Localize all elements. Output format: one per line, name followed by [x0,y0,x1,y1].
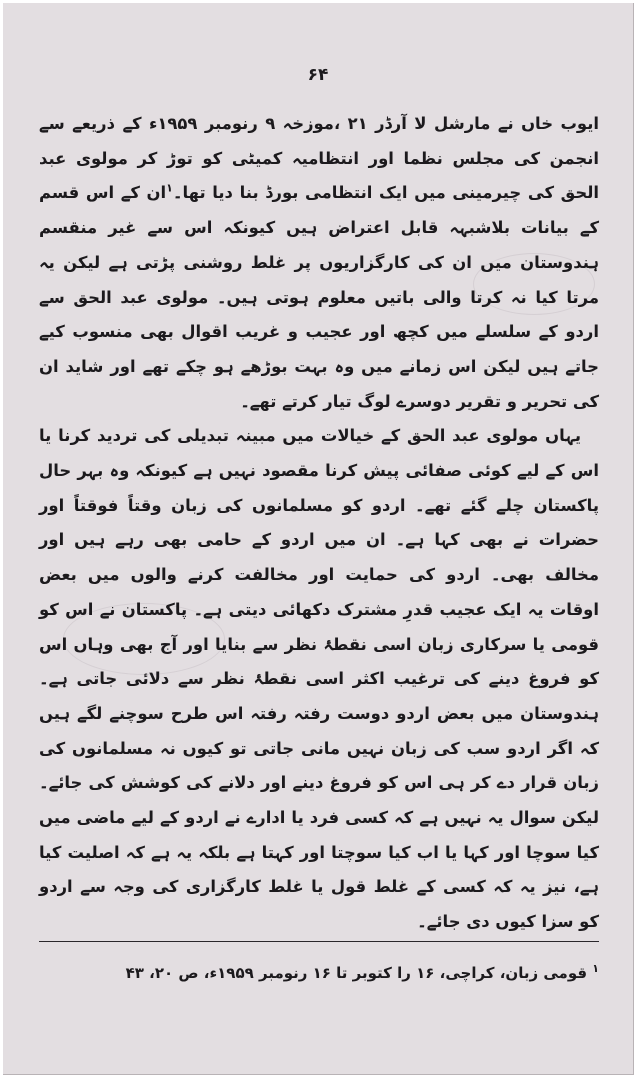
paragraph-text: ایوب خاں نے مارشل لا آرڈر ۲۱ ،موزخہ ۹ رنومبر ۱۹۵۹ء کے ذریعے سے انجمن کی مجلس نظما اور انتظامیہ کمیٹی کو توڑ کر مولوی عبد الحق کی چیرمینی میں ایک انتظامی بورڈ بنا دیا تھا۔ [39,114,599,203]
book-page [3,3,634,1075]
footnote-reference: ۱ [166,181,173,195]
main-text [39,107,599,940]
page-number: ۶۴ [307,65,329,85]
footnote [39,959,599,987]
footnote-text: قومی زبان، کراچی، ۱۶ را کتوبر تا ۱۶ رنومبر ۱۹۵۹ء، ص ۲۰، ۴۳ [125,964,588,982]
paragraph: یہاں مولوی عبد الحق کے خیالات میں مبینہ تبدیلی کی تردید کرنا یا اس کے لیے کوئی صفائی پیش کرنا مقصود نہیں ہے کیونکہ وہ بہر حال پاکستان چلے گئے تھے۔ اردو کو مسلمانوں کی زبان وقتاً فوقتاً اور حضرات نے بھی کہا ہے۔ ان میں اردو کے حامی بھی رہے ہیں اور مخالف بھی۔ اردو کی حمایت اور مخالفت کرنے والوں میں بعض اوقات یہ ایک عجیب قدرِ مشترک دکھائی دیتی ہے۔ پاکستان نے اس کو قومی یا سرکاری زبان اسی نقطۂ نظر سے بنایا اور آج بھی وہاں اس کو فروغ دینے کی ترغیب اکثر اسی نقطۂ نظر سے دلائی جاتی ہے۔ ہندوستان میں بعض اردو دوست رفتہ رفتہ اس طرح سوچنے لگے ہیں کہ اگر اردو سب کی زبان نہیں مانی جاتی تو کیوں نہ مسلمانوں کی زبان قرار دے کر ہی اس کو فروغ دینے اور دلانے کی کوشش کی جائے۔ لیکن سوال یہ نہیں ہے کہ کسی فرد یا ادارے نے اردو کے لیے ماضی میں کیا سوچا اور کہا یا اب کیا سوچتا اور کہتا ہے بلکہ یہ ہے کہ اصلیت کیا ہے، نیز یہ کہ کسی کے غلط قول یا غلط کارگزاری کی وجہ سے اردو کو سزا کیوں دی جائے۔ [39,426,599,932]
footnote-marker: ۱ [592,962,599,975]
paragraph-text: ان کے اس قسم کے بیانات بلاشبہہ قابل اعتراض ہیں کیونکہ اس سے غیر منقسم ہندوستان میں ان کی کارگزاریوں پر غلط روشنی پڑتی ہے لیکن یہ مرتا کیا نہ کرتا والی باتیں معلوم ہوتی ہیں۔ مولوی عبد الحق سے اردو کے سلسلے میں کچھ اور عجیب و غریب اقوال بھی منسوب کیے جاتے ہیں لیکن اس زمانے میں وہ بہت بوڑھے ہو چکے تھے اور شاید ان کی تحریر و تقریر دوسرے لوگ تیار کرتے تھے۔ [39,183,599,411]
paragraph [39,107,599,419]
footnote-divider [39,941,599,942]
